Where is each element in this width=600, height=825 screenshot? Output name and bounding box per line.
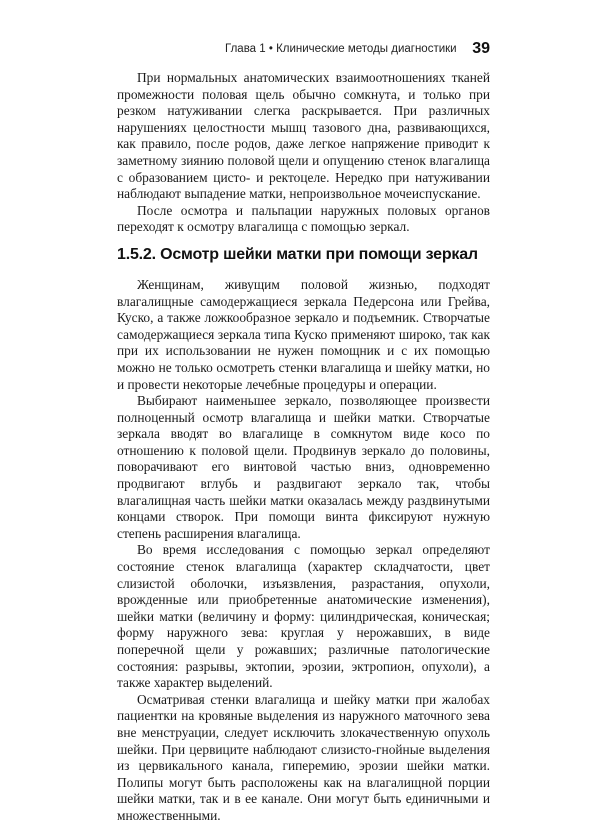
paragraph: Осматривая стенки влагалища и шейку матки при жалобах пациентки на кровяные выделения из наружного маточного зева вне менструации, следует исключить злокачественную опухоль шейки. При цервиците наблюдают слизисто-гнойные выделения из цервикального канала, гиперемию, эрозии шейки матки. Полипы могут быть расположены как на влагалищной порции шейки матки, так и в ее канале. Они могут быть единичными и множественными. xyxy=(117,691,490,823)
paragraph: Во время исследования с помощью зеркал определяют состояние стенок влагалища (характер складчатости, цвет слизистой оболочки, изъязвления, разрастания, опухоли, врожденные или приобретенные анатомические изменения), шейки матки (величину и форму: цилиндрическая, коническая; форму наружного зева: круглая у нерожавших, в виде поперечной щели у рожавших; различные патологические состояния: разрывы, эктопии, эрозии, эктропион, опухоли), а также характер выделений. xyxy=(117,542,490,691)
paragraph: При нормальных анатомических взаимоотношениях тканей промежности половая щель обычно сомкнута, и только при резком натуживании слегка раскрывается. При различных нарушениях целостности мышц тазового дна, развивающихся, как правило, после родов, даже легкое напряжение приводит к заметному зиянию половой щели и опущению стенок влагалища с образованием цисто- и ректоцеле. Нередко при натуживании наблюдают выпадение матки, непроизвольное мочеиспускание. xyxy=(117,70,490,202)
page-header xyxy=(225,40,490,62)
section-heading: 1.5.2. Осмотр шейки матки при помощи зеркал xyxy=(117,245,478,263)
page-number: 39 xyxy=(472,40,490,57)
paragraph: Женщинам, живущим половой жизнью, подходят влагалищные самодержащиеся зеркала Педерсона или Грейва, Куско, а также ложкообразное зеркало и подъемник. Створчатые самодержащиеся зеркала типа Куско применяют широко, так как при их использовании не нужен помощник и с их помощью можно не только осмотреть стенки влагалища и шейку матки, но и провести некоторые лечебные процедуры и операции. xyxy=(117,276,490,392)
running-head: Глава 1 • Клинические методы диагностики xyxy=(225,43,457,55)
paragraph: Выбирают наименьшее зеркало, позволяющее произвести полноценный осмотр влагалища и шейки матки. Створчатые зеркала вводят во влагалище в сомкнутом виде косо по отношению к половой щели. Продвинув зеркало до половины, поворачивают его винтовой частью вниз, одновременно продвигают вглубь и раздвигают зеркало так, чтобы влагалищная часть шейки матки оказалась между раздвинутыми концами створок. При помощи винта фиксируют нужную степень расширения влагалища. xyxy=(117,393,490,541)
page-body xyxy=(117,70,490,825)
paragraph: После осмотра и пальпации наружных половых органов переходят к осмотру влагалища с помощью зеркал. xyxy=(117,202,490,235)
